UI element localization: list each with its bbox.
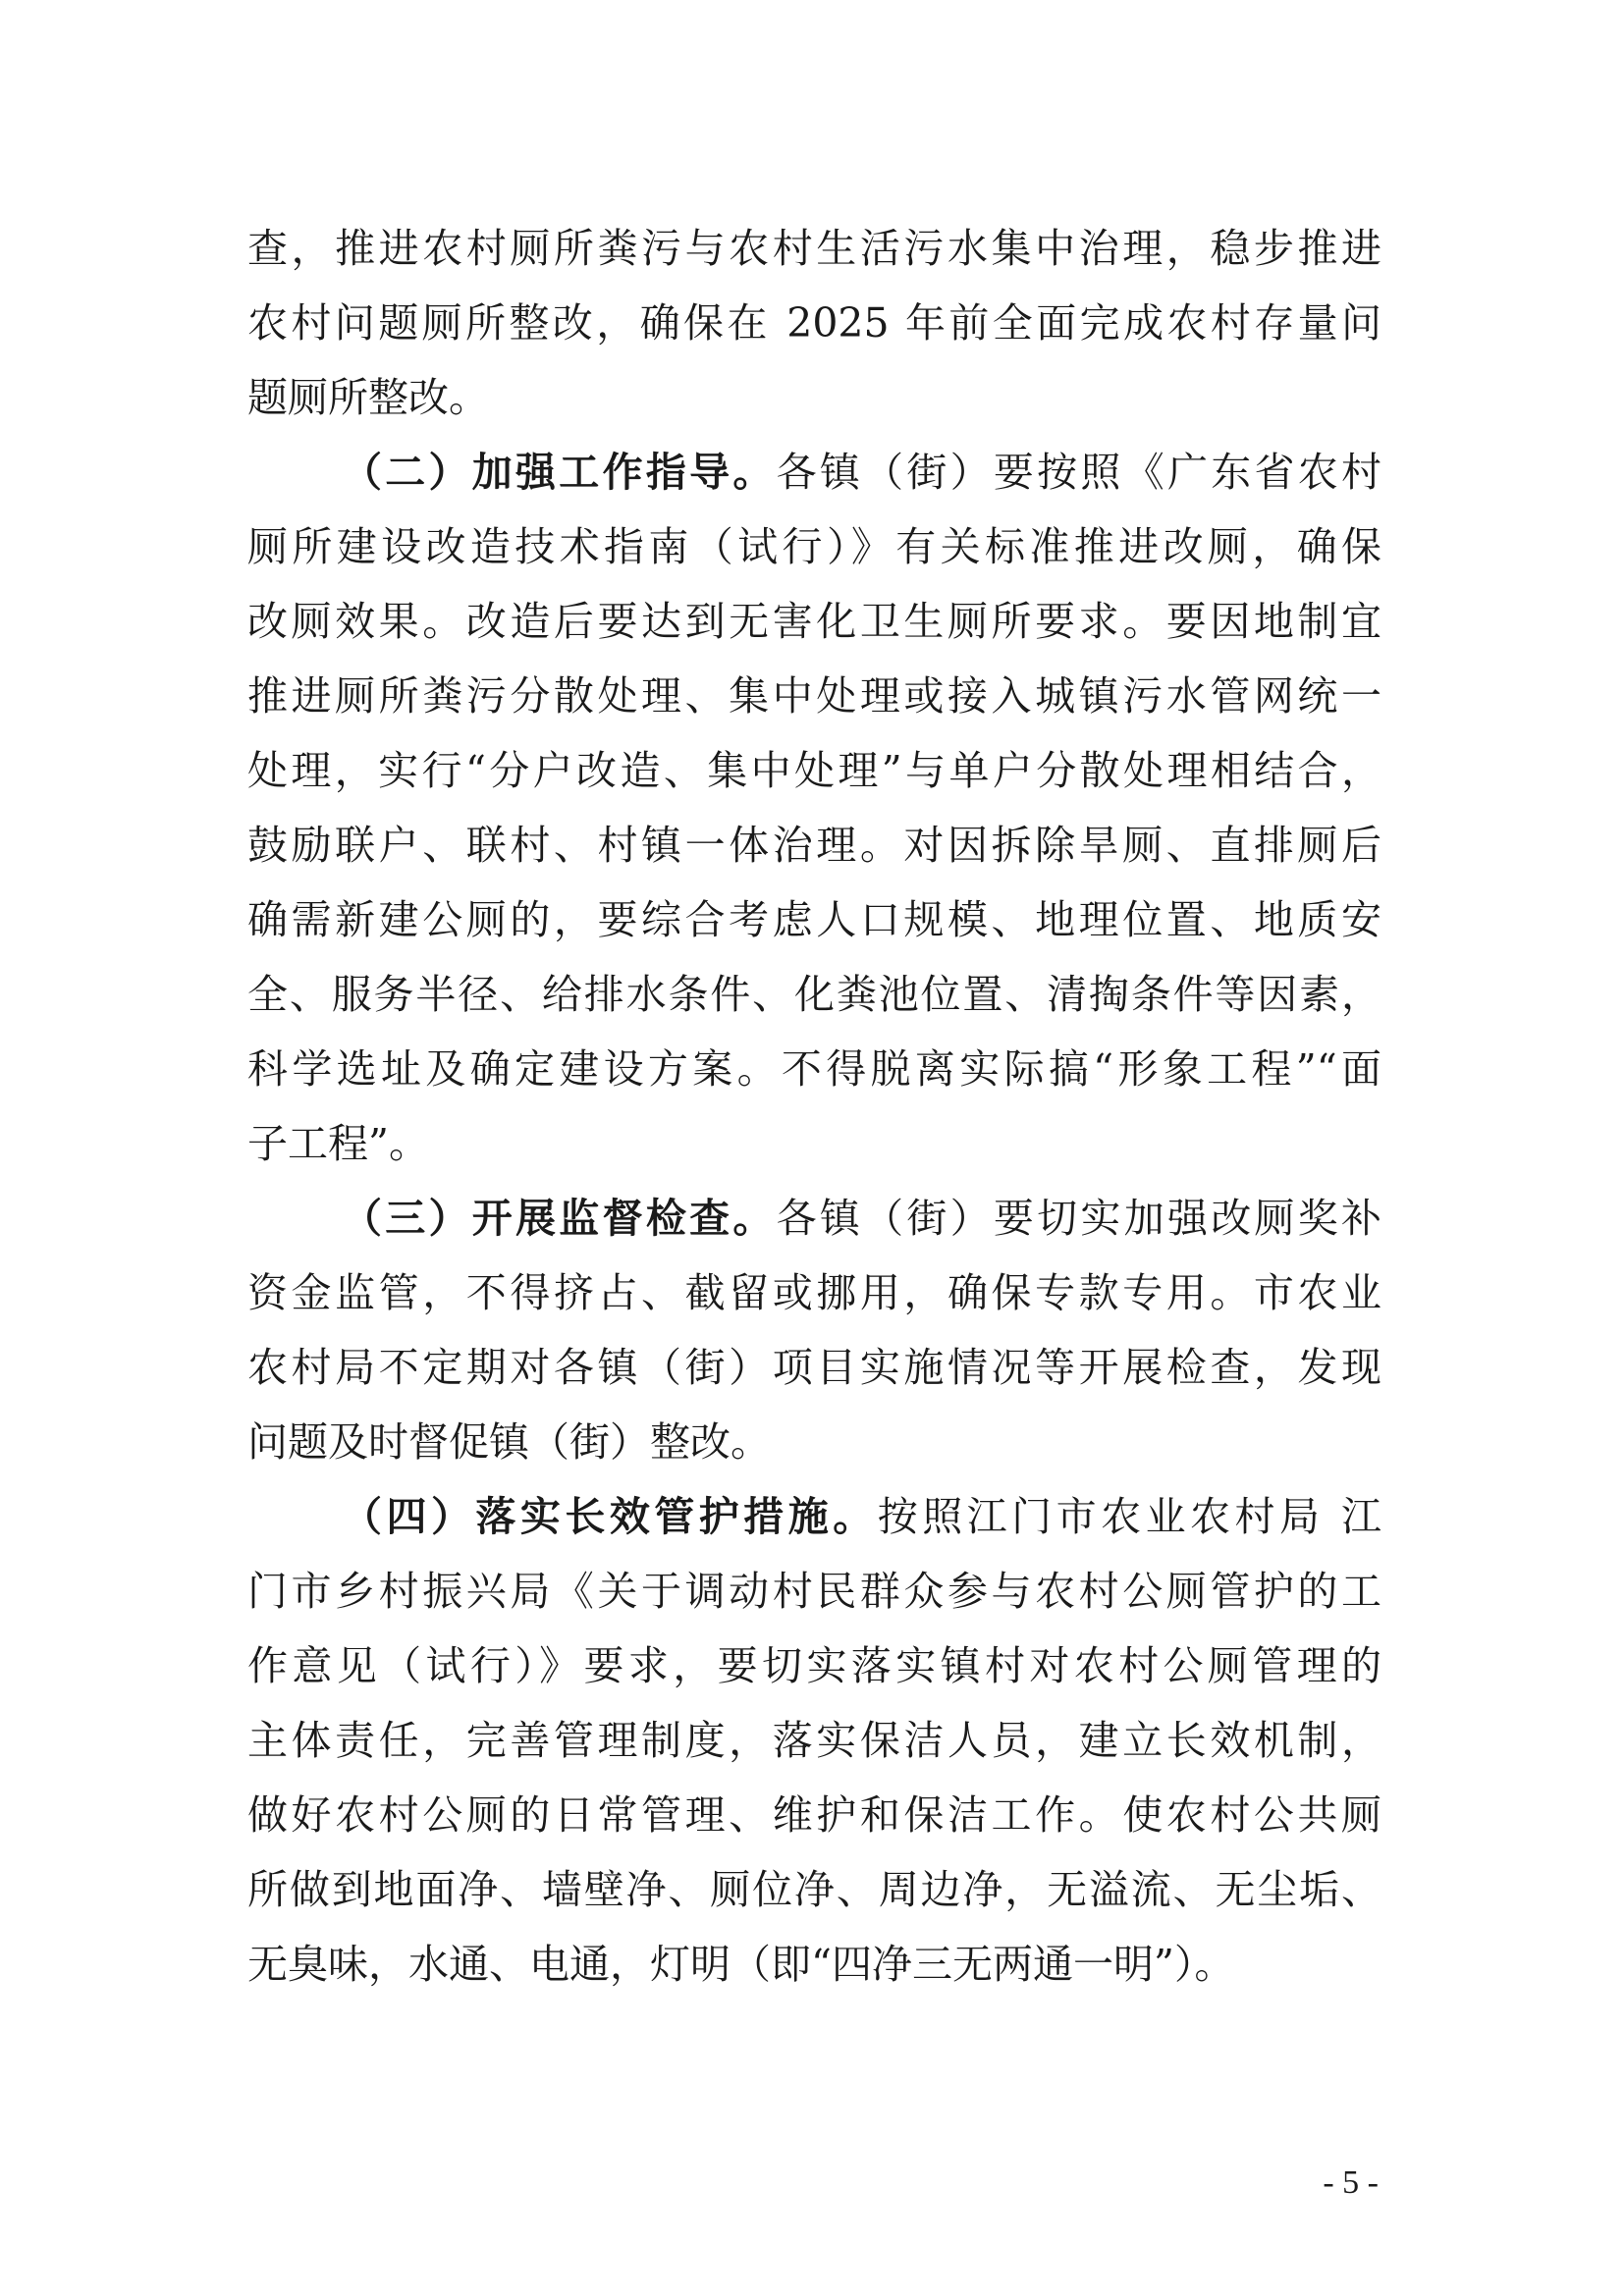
page-number: - 5 - [1323,2164,1379,2201]
text-line: 改厕效果。改造后要达到无害化卫生厕所要求。要因地制宜 [247,598,1381,645]
text-line: 推进厕所粪污分散处理、集中处理或接入城镇污水管网统一 [247,672,1381,720]
text-line: 做好农村公厕的日常管理、维护和保洁工作。使农村公共厕 [247,1791,1381,1839]
text-line: 无臭味，水通、电通，灯明（即“四净三无两通一明”）。 [247,1941,1235,1988]
text-line: 鼓励联户、联村、村镇一体治理。对因拆除旱厕、直排厕后 [247,822,1381,869]
document-body [247,211,1381,2002]
text-line: 农村局不定期对各镇（街）项目实施情况等开展检查，发现 [247,1344,1381,1391]
text-line: 确需新建公厕的，要综合考虑人口规模、地理位置、地质安 [247,896,1381,943]
paragraph-continuation [247,211,1381,435]
text-line: 科学选址及确定建设方案。不得脱离实际搞“形象工程”“面 [247,1045,1381,1093]
text-line: （四）落实长效管护措施。按照江门市农业农村局 江 [342,1493,1381,1540]
section-work-guidance [247,435,1381,1181]
section-heading: （二）加强工作指导。 [342,449,777,496]
text-line: （二）加强工作指导。各镇（街）要按照《广东省农村 [342,449,1381,496]
text-line: 资金监管，不得挤占、截留或挪用，确保专款专用。市农业 [247,1269,1381,1316]
text-line: 厕所建设改造技术指南（试行）》有关标准推进改厕，确保 [247,523,1381,570]
text-line: 所做到地面净、墙壁净、厕位净、周边净，无溢流、无尘垢、 [247,1866,1381,1913]
text-line: 作意见（试行）》要求，要切实落实镇村对农村公厕管理的 [247,1642,1381,1689]
text-line: （三）开展监督检查。各镇（街）要切实加强改厕奖补 [342,1195,1381,1242]
text-line: 处理，实行“分户改造、集中处理”与单户分散处理相结合， [247,747,1381,794]
text-line: 门市乡村振兴局《关于调动村民群众参与农村公厕管护的工 [247,1568,1381,1615]
section-heading: （三）开展监督检查。 [342,1195,777,1242]
section-long-term-maintenance [247,1479,1381,2002]
text-line: 题厕所整改。 [247,374,489,421]
text-line: 查，推进农村厕所粪污与农村生活污水集中治理，稳步推进 [247,225,1381,272]
text-line: 主体责任，完善管理制度，落实保洁人员，建立长效机制， [247,1717,1381,1764]
text-line: 农村问题厕所整改，确保在 2025 年前全面完成农村存量问 [247,299,1381,347]
text-line: 全、服务半径、给排水条件、化粪池位置、清掏条件等因素， [247,971,1381,1018]
section-supervision-inspection [247,1181,1381,1479]
text-line: 问题及时督促镇（街）整改。 [247,1418,771,1466]
text-line: 子工程”。 [247,1120,429,1167]
section-heading: （四）落实长效管护措施。 [342,1493,878,1540]
